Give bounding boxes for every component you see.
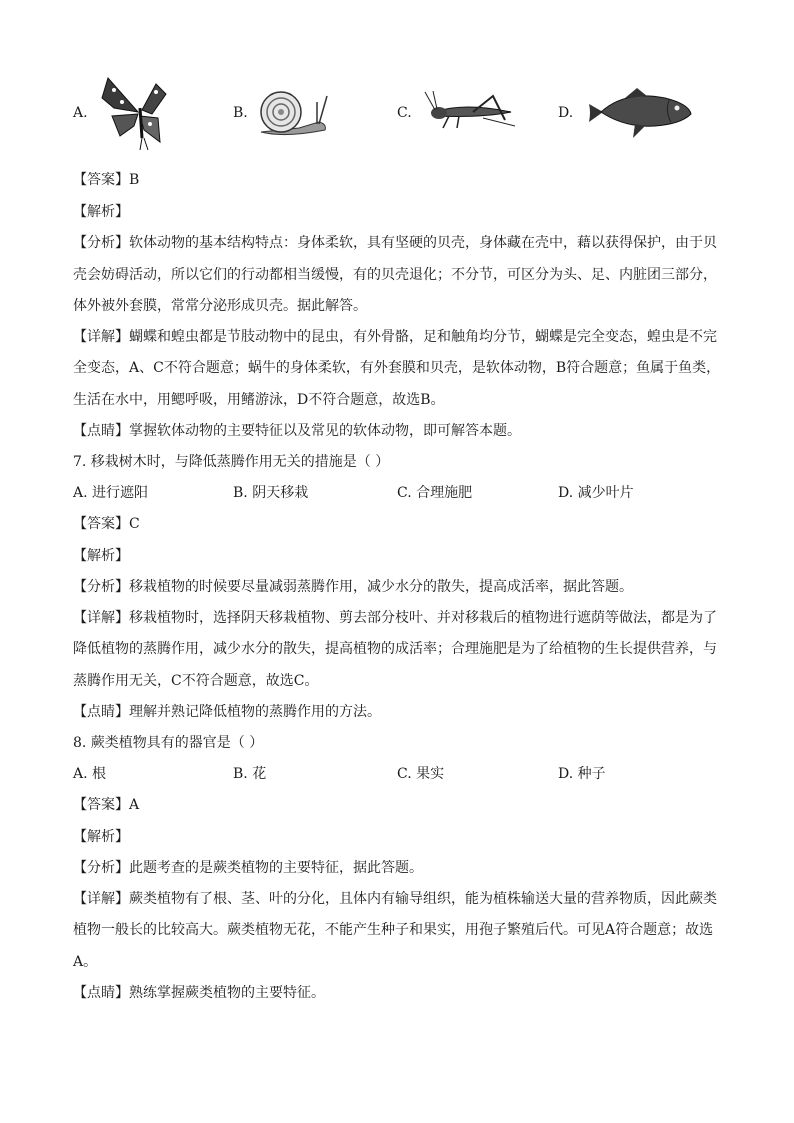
q7-option-d: D. 减少叶片 xyxy=(558,485,634,501)
fenxi-text: 软体动物的基本结构特点：身体柔软，具有坚硬的贝壳，身体藏在壳中，藉以获得保护，由于贝 xyxy=(129,235,717,251)
answer-value: A xyxy=(129,797,140,813)
q8-xiangjie-line-1 xyxy=(73,889,717,909)
answer-tag: 【答案】 xyxy=(73,172,129,188)
dianjing-tag: 【点睛】 xyxy=(73,423,129,439)
xiangjie-text: 蝴蝶和蝗虫都是节肢动物中的昆虫，有外骨骼，足和触角均分节，蝴蝶是完全变态，蝗虫是不完 xyxy=(129,329,717,345)
q7-xiangjie-line-1 xyxy=(73,608,717,628)
analysis-heading: 【解析】 xyxy=(73,829,129,845)
q6-fenxi-line-2: 壳会妨碍活动，所以它们的行动都相当缓慢，有的贝壳退化；不分节，可区分为头、足、内脏团三部分， xyxy=(73,267,717,283)
option-b-letter: B. xyxy=(233,105,248,121)
q7-option-c: C. 合理施肥 xyxy=(397,485,473,501)
xiangjie-tag: 【详解】 xyxy=(73,610,129,626)
option-c-letter: C. xyxy=(397,105,412,121)
q6-xiangjie-line-3: 生活在水中，用鳃呼吸，用鳍游泳，D不符合题意，故选B。 xyxy=(73,392,445,408)
dianjing-tag: 【点睛】 xyxy=(73,985,129,1001)
xiangjie-text: 移栽植物时，选择阴天移栽植物、剪去部分枝叶、并对移栽后的植物进行遮荫等做法，都是为了 xyxy=(129,610,717,626)
q8-option-a: A. 根 xyxy=(73,766,107,782)
butterfly-image xyxy=(100,72,180,152)
fenxi-text: 此题考查的是蕨类植物的主要特征，据此答题。 xyxy=(129,860,423,876)
q7-option-a: A. 进行遮阳 xyxy=(73,485,149,501)
answer-value: C xyxy=(129,516,140,532)
q6-xiangjie-line-1 xyxy=(73,327,717,347)
q6-answer-line xyxy=(73,170,139,190)
q7-fenxi-line xyxy=(73,577,633,597)
q7-xiangjie-line-2: 降低植物的蒸腾作用，减少水分的散失，提高植物的成活率；合理施肥是为了给植物的生长提供营养，与 xyxy=(73,641,717,657)
q8-option-c: C. 果实 xyxy=(397,766,445,782)
dianjing-text: 熟练掌握蕨类植物的主要特征。 xyxy=(129,985,325,1001)
fenxi-tag: 【分析】 xyxy=(73,860,129,876)
fenxi-tag: 【分析】 xyxy=(73,579,129,595)
answer-tag: 【答案】 xyxy=(73,516,129,532)
q6-xiangjie-line-2: 全变态，A、C不符合题意；蜗牛的身体柔软，有外套膜和贝壳，是软体动物，B符合题意；鱼属于鱼类， xyxy=(73,360,721,376)
fish-image xyxy=(585,88,695,140)
q8-dianjing-line xyxy=(73,983,325,1003)
snail-image xyxy=(255,88,335,140)
xiangjie-tag: 【详解】 xyxy=(73,329,129,345)
fenxi-tag: 【分析】 xyxy=(73,235,129,251)
q8-xiangjie-line-3: A。 xyxy=(73,954,98,970)
q6-fenxi-line-3: 体外被外套膜，常常分泌形成贝壳。据此解答。 xyxy=(73,298,367,314)
grasshopper-image xyxy=(423,90,519,130)
answer-tag: 【答案】 xyxy=(73,797,129,813)
q7-stem: 7. 移栽树木时，与降低蒸腾作用无关的措施是（ ） xyxy=(73,454,390,470)
q8-stem: 8. 蕨类植物具有的器官是（ ） xyxy=(73,735,264,751)
q6-fenxi-line-1 xyxy=(73,233,717,253)
xiangjie-tag: 【详解】 xyxy=(73,891,129,907)
q8-fenxi-line xyxy=(73,858,423,878)
analysis-heading: 【解析】 xyxy=(73,548,129,564)
answer-value: B xyxy=(129,172,140,188)
q7-xiangjie-line-3: 蒸腾作用无关，C不符合题意，故选C。 xyxy=(73,673,319,689)
dianjing-text: 理解并熟记降低植物的蒸腾作用的方法。 xyxy=(129,704,381,720)
dianjing-tag: 【点睛】 xyxy=(73,704,129,720)
option-d-letter: D. xyxy=(558,105,574,121)
q6-dianjing-line xyxy=(73,421,521,441)
q7-option-b: B. 阴天移栽 xyxy=(233,485,309,501)
analysis-heading: 【解析】 xyxy=(73,204,129,220)
xiangjie-text: 蕨类植物有了根、茎、叶的分化，且体内有输导组织，能为植株输送大量的营养物质，因此蕨类 xyxy=(129,891,717,907)
q7-answer-line xyxy=(73,514,140,534)
q8-option-b: B. 花 xyxy=(233,766,267,782)
q8-answer-line xyxy=(73,795,139,815)
option-a-letter: A. xyxy=(73,105,88,121)
q8-xiangjie-line-2: 植物一般长的比较高大。蕨类植物无花，不能产生种子和果实，用孢子繁殖后代。可见A符合题意；故选 xyxy=(73,922,714,938)
q8-option-d: D. 种子 xyxy=(558,766,606,782)
dianjing-text: 掌握软体动物的主要特征以及常见的软体动物，即可解答本题。 xyxy=(129,423,521,439)
q7-dianjing-line xyxy=(73,702,381,722)
fenxi-text: 移栽植物的时候要尽量减弱蒸腾作用，减少水分的散失，提高成活率，据此答题。 xyxy=(129,579,633,595)
